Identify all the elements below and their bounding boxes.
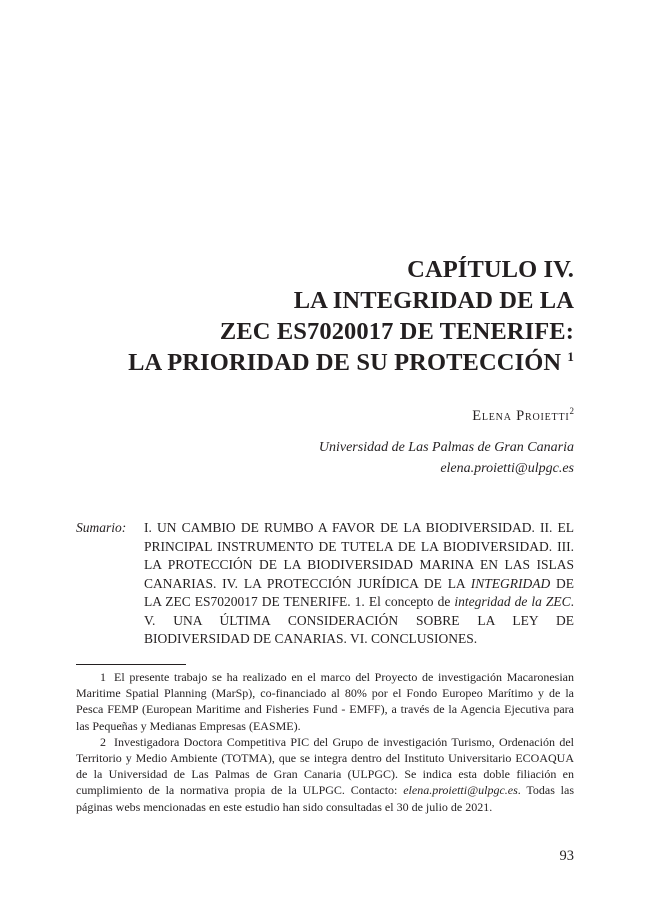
author-line: [300, 408, 574, 425]
summary-part-5: . V. UNA ÚLTIMA CONSIDERACIÓN SOBRE LA LEY DE BIODIVERSIDAD DE CANARIAS. VI. CONCLUSIONES.: [144, 594, 575, 646]
chapter-title-line-4-text: LA PRIORIDAD DE SU PROTECCIÓN: [128, 349, 562, 376]
footnotes: [76, 669, 574, 815]
footnote-2-email[interactable]: elena.proietti@ulpgc.es: [403, 783, 518, 798]
page-number: 93: [559, 848, 574, 864]
title-footnote-ref[interactable]: 1: [567, 348, 574, 364]
author-affiliation: Universidad de Las Palmas de Gran Canaria: [318, 440, 574, 455]
footnote-1-text: El presente trabajo se ha realizado en el marco del Proyecto de investigación Macaronesian Maritime Spatial Planning (MarSp), co-financiado al 80% por el Fondo Europeo Marítimo y de la Pesca FEMP (European Maritime and Fisheries Fund - EMFF), a través de la Agencia Ejecutiva para las Pequeñas y Medianas Empresas (EASME).: [76, 670, 574, 733]
summary-part-3: DE LA ZEC ES7020017 DE TENERIFE. 1. El concepto de: [144, 575, 574, 609]
author-email[interactable]: elena.proietti@ulpgc.es: [440, 461, 574, 476]
footnote-1-number: 1: [100, 670, 106, 684]
chapter-title-line-2: LA INTEGRIDAD DE LA: [293, 287, 574, 314]
footnote-1: [76, 669, 574, 734]
author-footnote-ref[interactable]: 2: [569, 406, 574, 417]
chapter-title-line-3: ZEC ES7020017 DE TENERIFE:: [219, 318, 574, 345]
chapter-title-line-1: CAPÍTULO IV.: [407, 256, 574, 283]
footnote-2: [76, 734, 574, 815]
summary-part-1: I. UN CAMBIO DE RUMBO A FAVOR DE LA BIODIVERSIDAD. II. EL PRINCIPAL INSTRUMENTO DE TUTELA DE LA BIODIVERSIDAD. III. LA PROTECCIÓN DE LA BIODIVERSIDAD MARINA EN LAS ISLAS CANARIAS. IV. LA PROTECCIÓN JURÍDICA DE LA: [144, 520, 574, 591]
footnote-2-text-before: Investigadora Doctora Competitiva PIC del Grupo de investigación Turismo, Ordenación del Territorio y Medio Ambiente (TOTMA), que se integra dentro del Instituto Universitario ECOAQUA de la Universidad de Las Palmas de Gran Canaria (ULPGC). Se indica esta doble filiación en cumplimiento de la normativa propia de la ULPGC. Contacto:: [76, 734, 574, 798]
chapter-title-line-4: [60, 347, 574, 378]
footnote-2-number: 2: [100, 734, 106, 749]
summary-part-2: INTEGRIDAD: [470, 575, 551, 591]
chapter-title: [60, 254, 574, 378]
summary-part-4: integridad de la ZEC: [454, 594, 571, 609]
footnote-separator: [76, 664, 186, 665]
author-name: Elena Proietti: [472, 408, 570, 424]
footnote-2-text-after: . Todas las páginas webs mencionadas en este estudio han sido consultadas el 30 de julio de 2021.: [76, 783, 574, 814]
summary-label: Sumario:: [76, 520, 127, 535]
author-affiliation-block: [240, 437, 574, 479]
summary-text: [144, 519, 574, 649]
